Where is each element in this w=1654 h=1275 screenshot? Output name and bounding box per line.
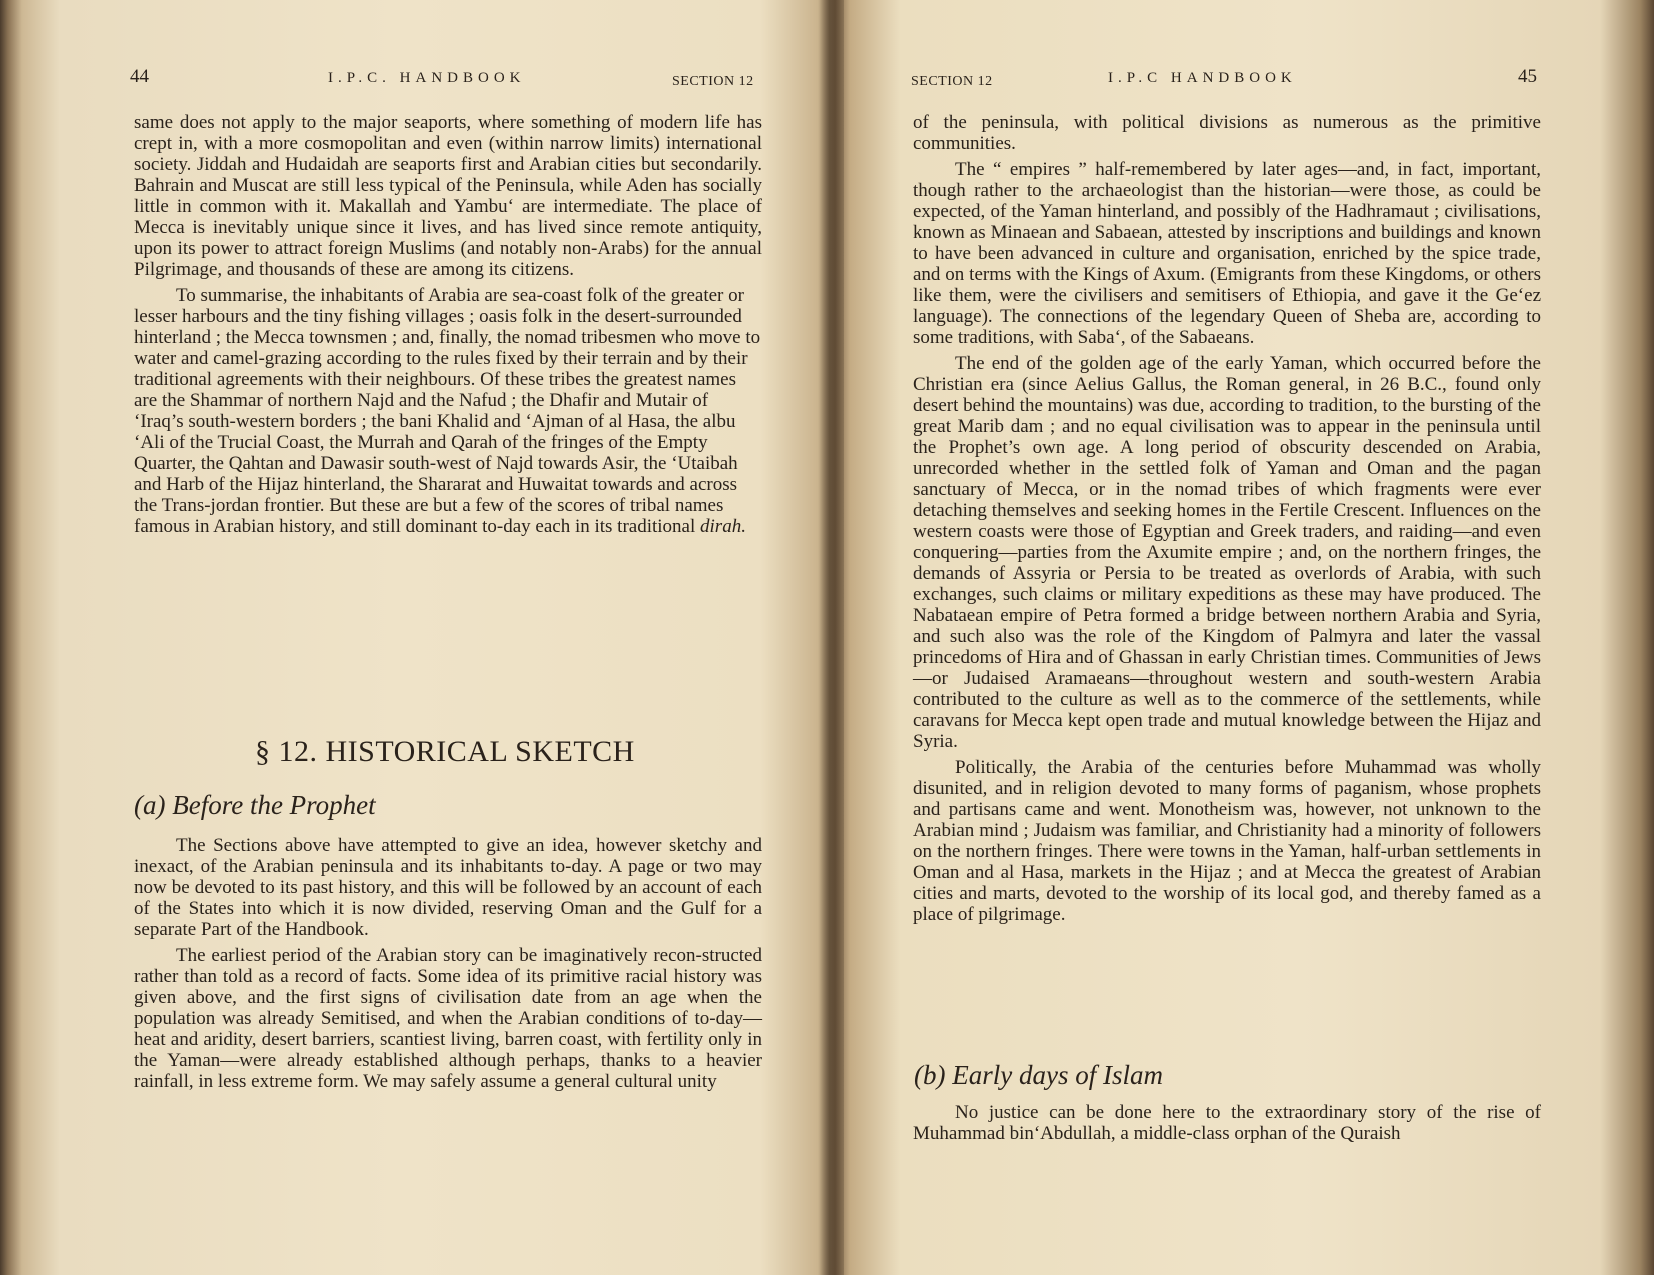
- running-head: I.P.C. HANDBOOK: [328, 70, 526, 86]
- body-text-section: [134, 835, 762, 1097]
- paragraph: same does not apply to the major seaports, where something of modern life has crept in, with a more cosmopolitan and even (within narrow limits) international society. Jiddah and Hudaidah are seaports first and Arabian cities but secondarily. Bahrain and Muscat are still less typical of the Peninsula, while Aden has socially little in common with it. Makallah and Yambu‘ are intermediate. The place of Mecca is inevitably unique since it lives, and has lived since remote antiquity, upon its power to attract foreign Muslims (and notably non-Arabs) for the annual Pilgrimage, and thousands of these are among its citizens.: [134, 112, 762, 280]
- section-tag: SECTION 12: [672, 74, 754, 89]
- paragraph: The “ empires ” half-remembered by later ages—and, in fact, important, though rather to the archaeologist than the historian—were those, as could be expected, of the Yaman hinterland, and possibly of the Hadhramaut ; civilisations, known as Minaean and Sabaean, attested by inscriptions and buildings and known to have been advanced in culture and organisation, enriched by the spice trade, and on terms with the Kings of Axum. (Emigrants from these Kingdoms, or others like them, were the civilisers and semitisers of Ethiopia, and gave it the Ge‘ez language). The connections of the legendary Queen of Sheba are, according to some traditions, with Saba‘, of the Sabaeans.: [913, 159, 1541, 348]
- section-tag: SECTION 12: [911, 74, 993, 89]
- right-page: [838, 0, 1654, 1275]
- subsection-heading: (b) Early days of Islam: [914, 1060, 1163, 1090]
- body-text-top: [134, 112, 762, 542]
- body-text-section: [913, 1102, 1541, 1149]
- paragraph: The end of the golden age of the early Yaman, which occurred before the Christian era (since Aelius Gallus, the Roman general, in 26 B.C., found only desert behind the mountains) was due, according to tradition, to the bursting of the great Marib dam ; and no equal civilisation was to appear in the peninsula until the Prophet’s own age. A long period of obscurity descended on Arabia, unrecorded whether in the settled folk of Yaman and Oman and the pagan sanctuary of Mecca, or in the nomad tribes of which fragments were ever detaching themselves and seeking homes in the Fertile Crescent. Influences on the western coasts were those of Egyptian and Greek traders, and raiding—and even conquering—parties from the Axumite empire ; and, on the northern fringes, the demands of Assyria or Persia to be treated as overlords of Arabia, with such exchanges, such claims or military expeditions as these may have produced. The Nabataean empire of Petra formed a bridge between northern Arabia and Syria, and such also was the role of the Kingdom of Palmyra and later the vassal princedoms of Hira and of Ghassan in early Christian times. Communities of Jews—or Judaised Aramaeans—throughout western and south-western Arabia contributed to the culture as well as to the commerce of the settlements, while caravans for Mecca kept open trade and mutual knowledge between the Hijaz and Syria.: [913, 353, 1541, 752]
- paragraph: [134, 285, 762, 537]
- paragraph: Politically, the Arabia of the centuries before Muhammad was wholly disunited, and in religion devoted to many forms of paganism, whose prophets and partisans came and went. Monotheism was, however, not unknown to the Arabian mind ; Judaism was familiar, and Christianity had a minority of followers on the northern fringes. There were towns in the Yaman, half-urban settlements in Oman and al Hasa, markets in the Hijaz ; and at Mecca the greatest of Arabian cities and marts, devoted to the worship of its local god, and thereby famed as a place of pilgrimage.: [913, 757, 1541, 925]
- subsection-heading: (a) Before the Prophet: [134, 790, 376, 820]
- page-number: 45: [1518, 66, 1537, 87]
- paragraph: The earliest period of the Arabian story can be imaginatively recon-structed rather than told as a record of facts. Some idea of its primitive racial history was given above, and the first signs of civilisation date from an age when the population was already Semitised, and when the Arabian conditions of to-day—heat and aridity, desert barriers, scantiest living, barren coast, with fertility only in the Yaman—were already established although perhaps, thanks to a heavier rainfall, in less extreme form. We may safely assume a general cultural unity: [134, 945, 762, 1092]
- paragraph: No justice can be done here to the extraordinary story of the rise of Muhammad bin‘Abdullah, a middle-class orphan of the Quraish: [913, 1102, 1541, 1144]
- paragraph-text: To summarise, the inhabitants of Arabia are sea-coast folk of the greater or lesser harbours and the tiny fishing villages ; oasis folk in the desert-surrounded hinterland ; the Mecca townsmen ; and, finally, the nomad tribesmen who move to water and camel-grazing according to the rules fixed by their terrain and by their traditional agreements with their neighbours. Of these tribes the greatest names are the Shammar of northern Najd and the Nafud ; the Dhafir and Mutair of ‘Iraq’s south-western borders ; the bani Khalid and ‘Ajman of al Hasa, the albu ‘Ali of the Trucial Coast, the Murrah and Qarah of the fringes of the Empty Quarter, the Qahtan and Dawasir south-west of Najd towards Asir, the ‘Utaibah and Harb of the Hijaz hinterland, the Shararat and Huwaitat towards and across the Trans-jordan frontier. But these are but a few of the scores of tribal names famous in Arabian history, and still dominant to-day each in its traditional: [134, 285, 761, 537]
- section-heading: § 12. HISTORICAL SKETCH: [255, 735, 635, 768]
- paragraph: The Sections above have attempted to give an idea, however sketchy and inexact, of the Arabian peninsula and its inhabitants to-day. A page or two may now be devoted to its past history, and this will be followed by an account of each of the States into which it is now divided, reserving Oman and the Gulf for a separate Part of the Handbook.: [134, 835, 762, 940]
- running-head: I.P.C HANDBOOK: [1108, 70, 1297, 86]
- body-text-top: [913, 112, 1541, 930]
- italic-term: dirah.: [700, 516, 746, 537]
- page-number: 44: [130, 66, 149, 87]
- paragraph: of the peninsula, with political divisions as numerous as the primitive communities.: [913, 112, 1541, 154]
